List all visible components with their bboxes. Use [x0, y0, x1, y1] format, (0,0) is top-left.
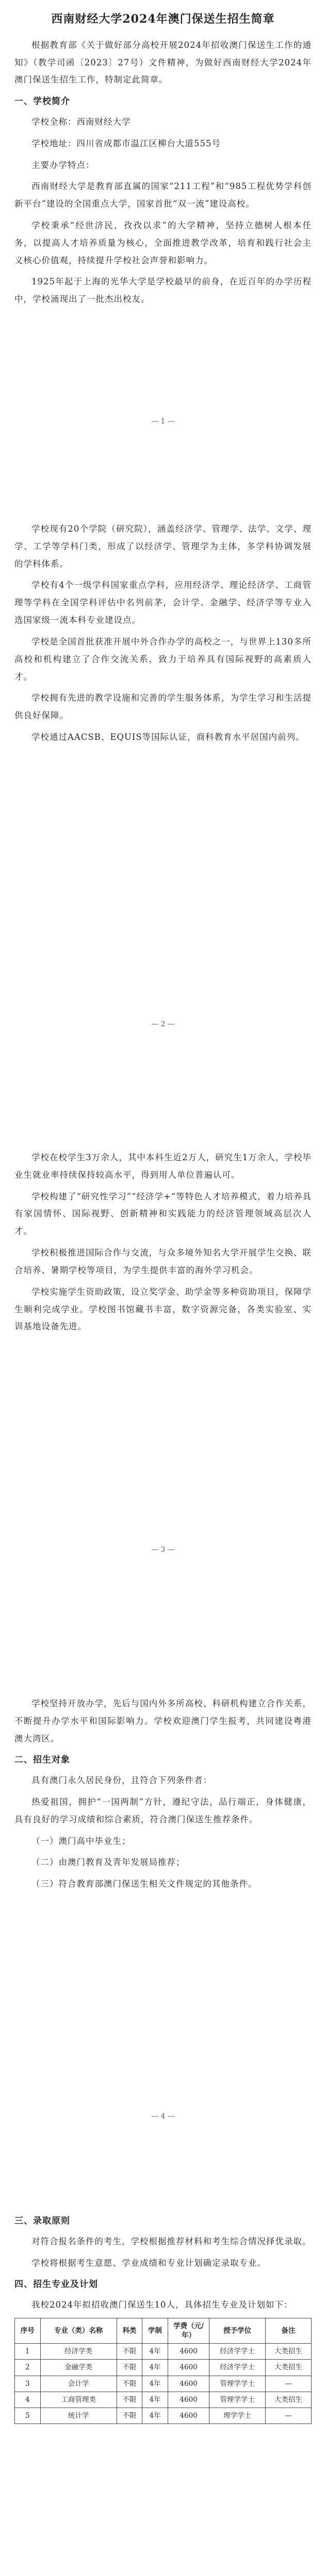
page-1	[0, 0, 326, 407]
table-cell: 5	[15, 2408, 41, 2424]
paragraph: 学校坚持开放办学，先后与国内外多所高校、科研机构建立合作关系，不断提升办学水平和国际影响力。学校欢迎澳门学生报考，共同建设粤港澳大湾区。	[14, 1699, 312, 1743]
table-cell: 4年	[142, 2344, 168, 2360]
table-cell: 不限	[117, 2360, 142, 2376]
page-number: — 3 —	[151, 1546, 175, 1554]
table-cell: 不限	[117, 2344, 142, 2360]
table-row	[15, 2344, 312, 2360]
table-cell: 不限	[117, 2392, 142, 2408]
table-cell: 1	[15, 2344, 41, 2360]
table-cell: 不限	[117, 2408, 142, 2424]
table-cell: 经济学学士	[209, 2344, 266, 2360]
paragraph: 学校是全国首批获准开展中外合作办学的高校之一，与世界上130多所高校和机构建立了合作交流关系，致力于培养具有国际视野的高素质人才。	[14, 636, 312, 682]
table-cell: 工商管理类	[40, 2392, 117, 2408]
paragraph: 热爱祖国，拥护“一国两制”方针，遵纪守法，品行端正，身体健康，具有良好的学习成绩和综合素质，符合澳门保送生推荐条件。	[14, 1797, 312, 1824]
table-cell: 2	[15, 2360, 41, 2376]
table-cell: 4	[15, 2392, 41, 2408]
table-cell: 4600	[168, 2408, 209, 2424]
table-cell: —	[266, 2376, 312, 2392]
table-header-row	[15, 2318, 312, 2343]
intro-paragraph: 根据教育部《关于做好部分高校开展2024年招收澳门保送生工作的通知》（教学司函〔2023〕27号）文件精神，为做好西南财经大学2024年澳门保送生招生工作，特制定此简章。	[14, 40, 312, 85]
table-cell: 不限	[117, 2376, 142, 2392]
table-cell: 理学学士	[209, 2408, 266, 2424]
enrollment-plan-table	[14, 2318, 312, 2425]
paragraph: （三）符合教育部澳门保送生相关文件规定的其他条件。	[31, 1879, 257, 1889]
table-cell: 金融学类	[40, 2360, 117, 2376]
table-header-cell: 专业（类）名称	[40, 2318, 117, 2343]
page-title: 西南财经大学2024年澳门保送生招生简章	[51, 12, 275, 26]
table-cell: 4年	[142, 2376, 168, 2392]
table-cell: 4年	[142, 2408, 168, 2424]
table-cell: 会计学	[40, 2376, 117, 2392]
table-cell: 4600	[168, 2376, 209, 2392]
page-number: — 2 —	[151, 1020, 175, 1028]
paragraph: 学校有4个一级学科国家重点学科，应用经济学、理论经济学、工商管理等学科在全国学科评估中名列前茅，会计学、金融学、经济学等专业入选国家级一流本科专业建设点。	[14, 580, 312, 625]
paragraph: （一）澳门高中毕业生；	[31, 1836, 131, 1846]
table-cell: 经济学类	[40, 2344, 117, 2360]
paragraph: 学校通过AACSB、EQUIS等国际认证，商科教育水平居国内前列。	[31, 732, 305, 742]
table-row	[15, 2408, 312, 2424]
section-heading-school: 一、学校简介	[14, 96, 70, 107]
page-number: — 4 —	[151, 2112, 175, 2121]
page-number: — 1 —	[151, 417, 175, 426]
table-cell: 4600	[168, 2392, 209, 2408]
table-header-cell: 科类	[117, 2318, 142, 2343]
table-row	[15, 2392, 312, 2408]
table-row	[15, 2360, 312, 2376]
paragraph: 学校将根据考生意愿、学业成绩和专业计划确定录取专业。	[31, 2258, 266, 2268]
paragraph: 对符合报名条件的考生，学校根据推荐材料和考生综合情况择优录取。	[31, 2236, 312, 2246]
paragraph: 学校全称：西南财经大学	[31, 116, 131, 127]
table-cell: 管理学学士	[209, 2376, 266, 2392]
table-cell: 4600	[168, 2344, 209, 2360]
section-heading-admission: 三、录取原则	[14, 2216, 70, 2226]
section-heading-plan: 四、招生专业及计划	[14, 2279, 98, 2290]
paragraph: 西南财经大学是教育部直属的国家“211工程”和“985工程优势学科创新平台”建设的全国重点大学，国家首批“双一流”建设高校。	[14, 181, 312, 209]
paragraph: 学校构建了“研究性学习”“经济学+”等特色人才培养模式，着力培养具有家国情怀、国际视野、创新精神和实践能力的经济管理领域高层次人才。	[14, 1191, 312, 1236]
table-cell: 大类招生	[266, 2360, 312, 2376]
table-header-cell: 学费（元/年）	[168, 2318, 209, 2343]
table-cell: 4年	[142, 2392, 168, 2408]
page-2	[0, 520, 326, 933]
paragraph: 具有澳门永久居民身份，且符合下列条件者：	[31, 1775, 212, 1786]
table-header-cell: 学制	[142, 2318, 168, 2343]
paragraph: 学校地址：四川省成都市温江区柳台大道555号	[31, 138, 221, 148]
table-cell: 大类招生	[266, 2344, 312, 2360]
paragraph: （二）由澳门教育及青年发展局推荐；	[31, 1857, 185, 1868]
table-cell: 统计学	[40, 2408, 117, 2424]
paragraph: 学校秉承“经世济民，孜孜以求”的大学精神，坚持立德树人根本任务，以提高人才培养质量为核心，全面推进教学改革，培育和践行社会主义核心价值观，持续提升学校社会声誉和影响力。	[14, 220, 312, 265]
paragraph: 学校积极推进国际合作与交流，与众多境外知名大学开展学生交换、联合培养、暑期学校等项目，为学生提供丰富的海外学习机会。	[14, 1248, 312, 1275]
page-5	[0, 2210, 326, 2576]
section-heading-requirements: 二、招生对象	[14, 1755, 70, 1766]
table-header-cell: 授予学位	[209, 2318, 266, 2343]
table-cell: 3	[15, 2376, 41, 2392]
table-row	[15, 2376, 312, 2392]
paragraph: 学校在校学生3万余人，其中本科生近2万人，研究生1万余人，学校毕业生就业率持续保持较高水平，得到用人单位普遍认可。	[14, 1153, 312, 1180]
paragraph: 学校现有20个学院（研究院），涵盖经济学、管理学、法学、文学、理学、工学等学科门类，形成了以经济学、管理学为主体，多学科协调发展的学科体系。	[14, 524, 312, 569]
table-cell: 大类招生	[266, 2392, 312, 2408]
table-cell: 4600	[168, 2360, 209, 2376]
paragraph: 1925年起于上海的光华大学是学校最早的前身，在近百年的办学历程中，学校涌现出了一批杰出校友。	[14, 277, 312, 304]
table-header-cell: 备注	[266, 2318, 312, 2343]
paragraph: 学校实施学生资助政策，设立奖学金、助学金等多种资助项目，保障学生顺利完成学业。学校图书馆藏书丰富，数字资源完备，各类实验室、实训基地设备先进。	[14, 1286, 312, 1332]
paragraph: 主要办学特点：	[31, 160, 95, 170]
table-header-cell: 序号	[15, 2318, 41, 2343]
page-3	[0, 1149, 326, 1540]
table-cell: —	[266, 2408, 312, 2424]
paragraph: 学校拥有先进的教学设施和完善的学生服务体系，为学生学习和生活提供良好保障。	[14, 693, 312, 721]
table-cell: 经济学学士	[209, 2360, 266, 2376]
table-cell: 管理学学士	[209, 2392, 266, 2408]
table-cell: 4年	[142, 2360, 168, 2376]
paragraph: 我校2024年拟招收澳门保送生10人，具体招生专业及计划如下：	[31, 2300, 293, 2310]
page-4	[0, 1695, 326, 2107]
